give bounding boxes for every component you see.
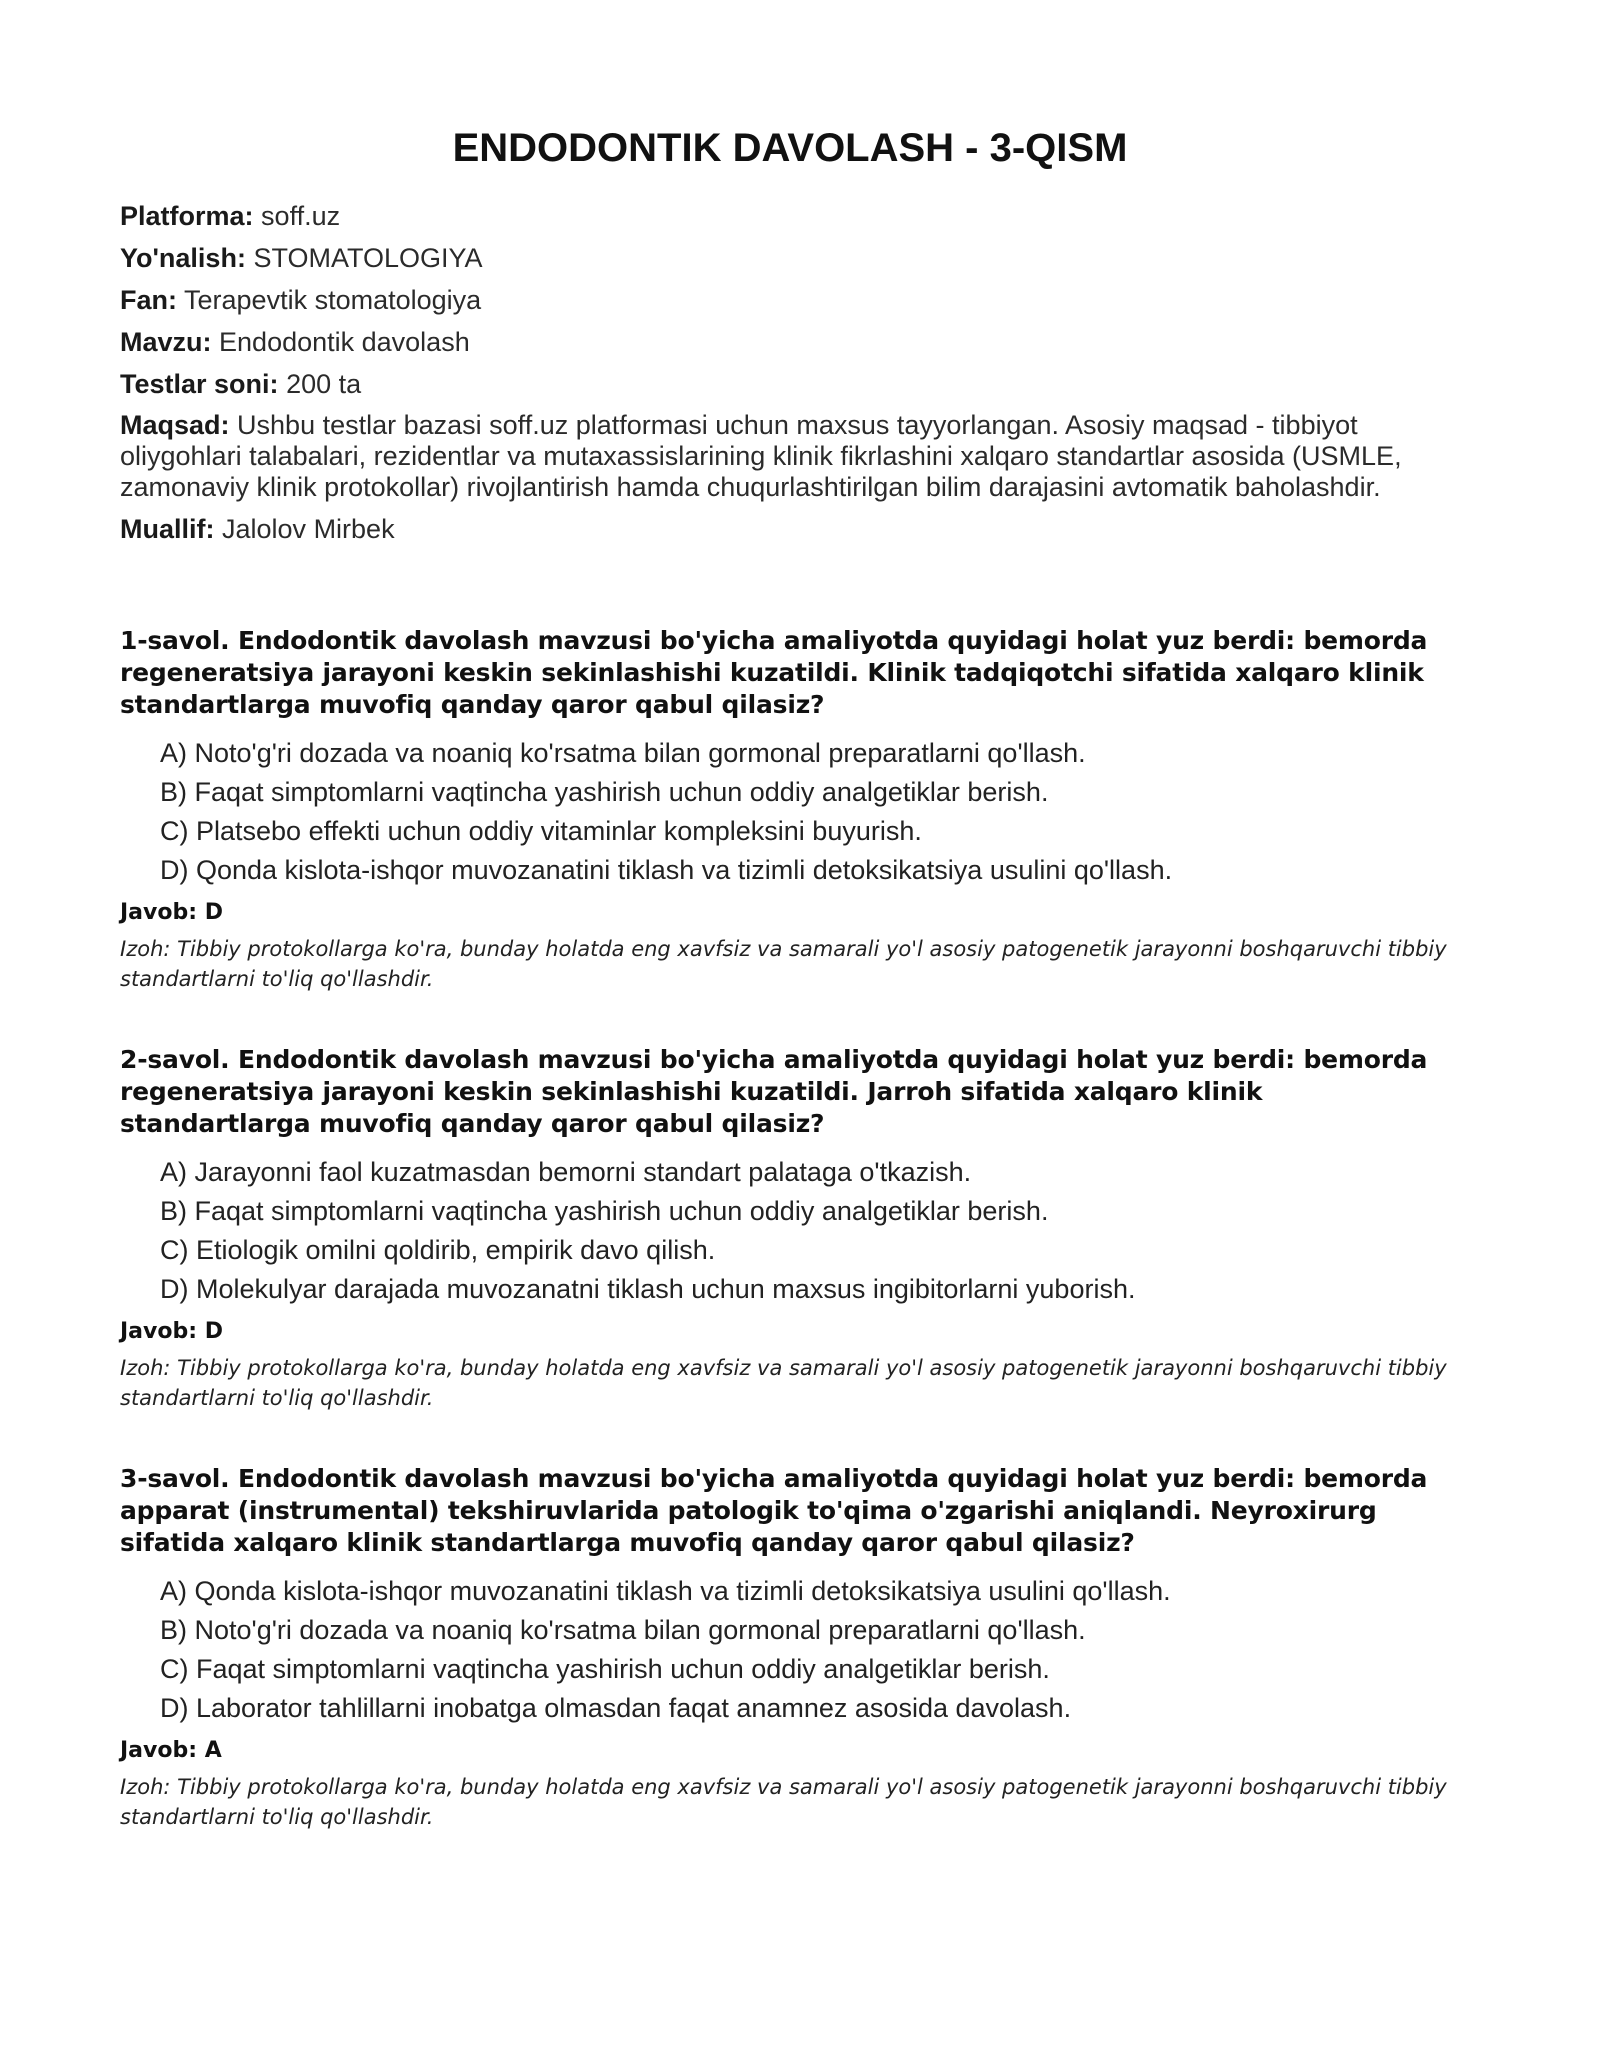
document-title: ENDODONTIK DAVOLASH - 3-QISM: [452, 126, 1128, 170]
question-block: [120, 625, 1460, 994]
options-list: [120, 1156, 1460, 1305]
meta-test-count-value: 200 ta: [286, 369, 362, 399]
meta-test-count: [120, 368, 1460, 400]
question-text: 2-savol. Endodontik davolash mavzusi bo'yicha amaliyotda quyidagi holat yuz berdi: bemorda regeneratsiya jarayoni keskin sekinlashishi kuzatildi. Jarroh sifatida xalqaro klinik standartlarga muvofiq qanday qaror qabul qilasiz?: [120, 1045, 1428, 1138]
options-list: [120, 737, 1460, 886]
explanation-note: Izoh: Tibbiy protokollarga ko'ra, bunday holatda eng xavfsiz va samarali yo'l asosiy patogenetik jarayonni boshqaruvchi tibbiy standartlarni to'liq qo'llashdir.: [120, 1775, 1447, 1829]
option-a: A) Qonda kislota-ishqor muvozanatini tiklash va tizimli detoksikatsiya usulini qo'llash.: [160, 1576, 1171, 1606]
question-text: 3-savol. Endodontik davolash mavzusi bo'yicha amaliyotda quyidagi holat yuz berdi: bemorda apparat (instrumental) tekshiruvlarida patologik to'qima o'zgarishi aniqlandi. Neyroxirurg sifatida xalqaro klinik standartlarga muvofiq qanday qaror qabul qilasiz?: [120, 1464, 1428, 1557]
question-text: 1-savol. Endodontik davolash mavzusi bo'yicha amaliyotda quyidagi holat yuz berdi: bemorda regeneratsiya jarayoni keskin sekinlashishi kuzatildi. Klinik tadqiqotchi sifatida xalqaro klinik standartlarga muvofiq qanday qaror qabul qilasiz?: [120, 626, 1428, 719]
option-a: A) Noto'g'ri dozada va noaniq ko'rsatma bilan gormonal preparatlarni qo'llash.: [160, 738, 1086, 768]
explanation-note: Izoh: Tibbiy protokollarga ko'ra, bunday holatda eng xavfsiz va samarali yo'l asosiy patogenetik jarayonni boshqaruvchi tibbiy standartlarni to'liq qo'llashdir.: [120, 1356, 1447, 1410]
meta-author-label: Muallif:: [120, 514, 215, 544]
answer-label: Javob: A: [120, 1738, 222, 1763]
meta-subject-label: Fan:: [120, 285, 177, 315]
explanation-note: Izoh: Tibbiy protokollarga ko'ra, bunday holatda eng xavfsiz va samarali yo'l asosiy patogenetik jarayonni boshqaruvchi tibbiy standartlarni to'liq qo'llashdir.: [120, 937, 1447, 991]
option-b: B) Noto'g'ri dozada va noaniq ko'rsatma bilan gormonal preparatlarni qo'llash.: [160, 1615, 1086, 1645]
option-d: D) Laborator tahlillarni inobatga olmasdan faqat anamnez asosida davolash.: [160, 1693, 1072, 1723]
answer-label: Javob: D: [120, 900, 223, 925]
question-block: [120, 1463, 1460, 1832]
questions-list: [120, 625, 1460, 1832]
meta-topic: [120, 326, 1460, 358]
options-list: [120, 1575, 1460, 1724]
meta-subject-value: Terapevtik stomatologiya: [184, 285, 482, 315]
option-c: C) Platsebo effekti uchun oddiy vitaminlar kompleksini buyurish.: [160, 816, 922, 846]
meta-goal: [120, 410, 1460, 503]
meta-topic-value: Endodontik davolash: [219, 327, 470, 357]
option-d: D) Qonda kislota-ishqor muvozanatini tiklash va tizimli detoksikatsiya usulini qo'llash.: [160, 855, 1173, 885]
option-a: A) Jarayonni faol kuzatmasdan bemorni standart palataga o'tkazish.: [160, 1157, 972, 1187]
meta-author-value: Jalolov Mirbek: [222, 514, 395, 544]
option-b: B) Faqat simptomlarni vaqtincha yashirish uchun oddiy analgetiklar berish.: [160, 777, 1049, 807]
meta-direction-label: Yo'nalish:: [120, 243, 246, 273]
meta-author: [120, 513, 1460, 545]
answer-label: Javob: D: [120, 1319, 223, 1344]
option-c: C) Etiologik omilni qoldirib, empirik davo qilish.: [160, 1235, 716, 1265]
option-c: C) Faqat simptomlarni vaqtincha yashirish uchun oddiy analgetiklar berish.: [160, 1654, 1050, 1684]
meta-goal-label: Maqsad:: [120, 410, 230, 440]
meta-direction-value: STOMATOLOGIYA: [253, 243, 483, 273]
meta-platform-label: Platforma:: [120, 201, 254, 231]
question-block: [120, 1044, 1460, 1413]
meta-test-count-label: Testlar soni:: [120, 369, 279, 399]
meta-topic-label: Mavzu:: [120, 327, 212, 357]
option-b: B) Faqat simptomlarni vaqtincha yashirish uchun oddiy analgetiklar berish.: [160, 1196, 1049, 1226]
meta-platform: [120, 200, 1460, 232]
option-d: D) Molekulyar darajada muvozanatni tiklash uchun maxsus ingibitorlarni yuborish.: [160, 1274, 1136, 1304]
document-page: [120, 0, 1460, 1882]
metadata-section: [120, 200, 1460, 545]
meta-subject: [120, 284, 1460, 316]
meta-direction: [120, 242, 1460, 274]
meta-platform-value: soff.uz: [261, 201, 341, 231]
meta-goal-value: Ushbu testlar bazasi soff.uz platformasi uchun maxsus tayyorlangan. Asosiy maqsad - tibbiyot oliygohlari talabalari, rezidentlar va mutaxassislarining klinik fikrlashini xalqaro standartlar asosida (USMLE, zamonaviy klinik protokollar) rivojlantirish hamda chuqurlashtirilgan bilim darajasini avtomatik baholashdir.: [120, 410, 1402, 502]
